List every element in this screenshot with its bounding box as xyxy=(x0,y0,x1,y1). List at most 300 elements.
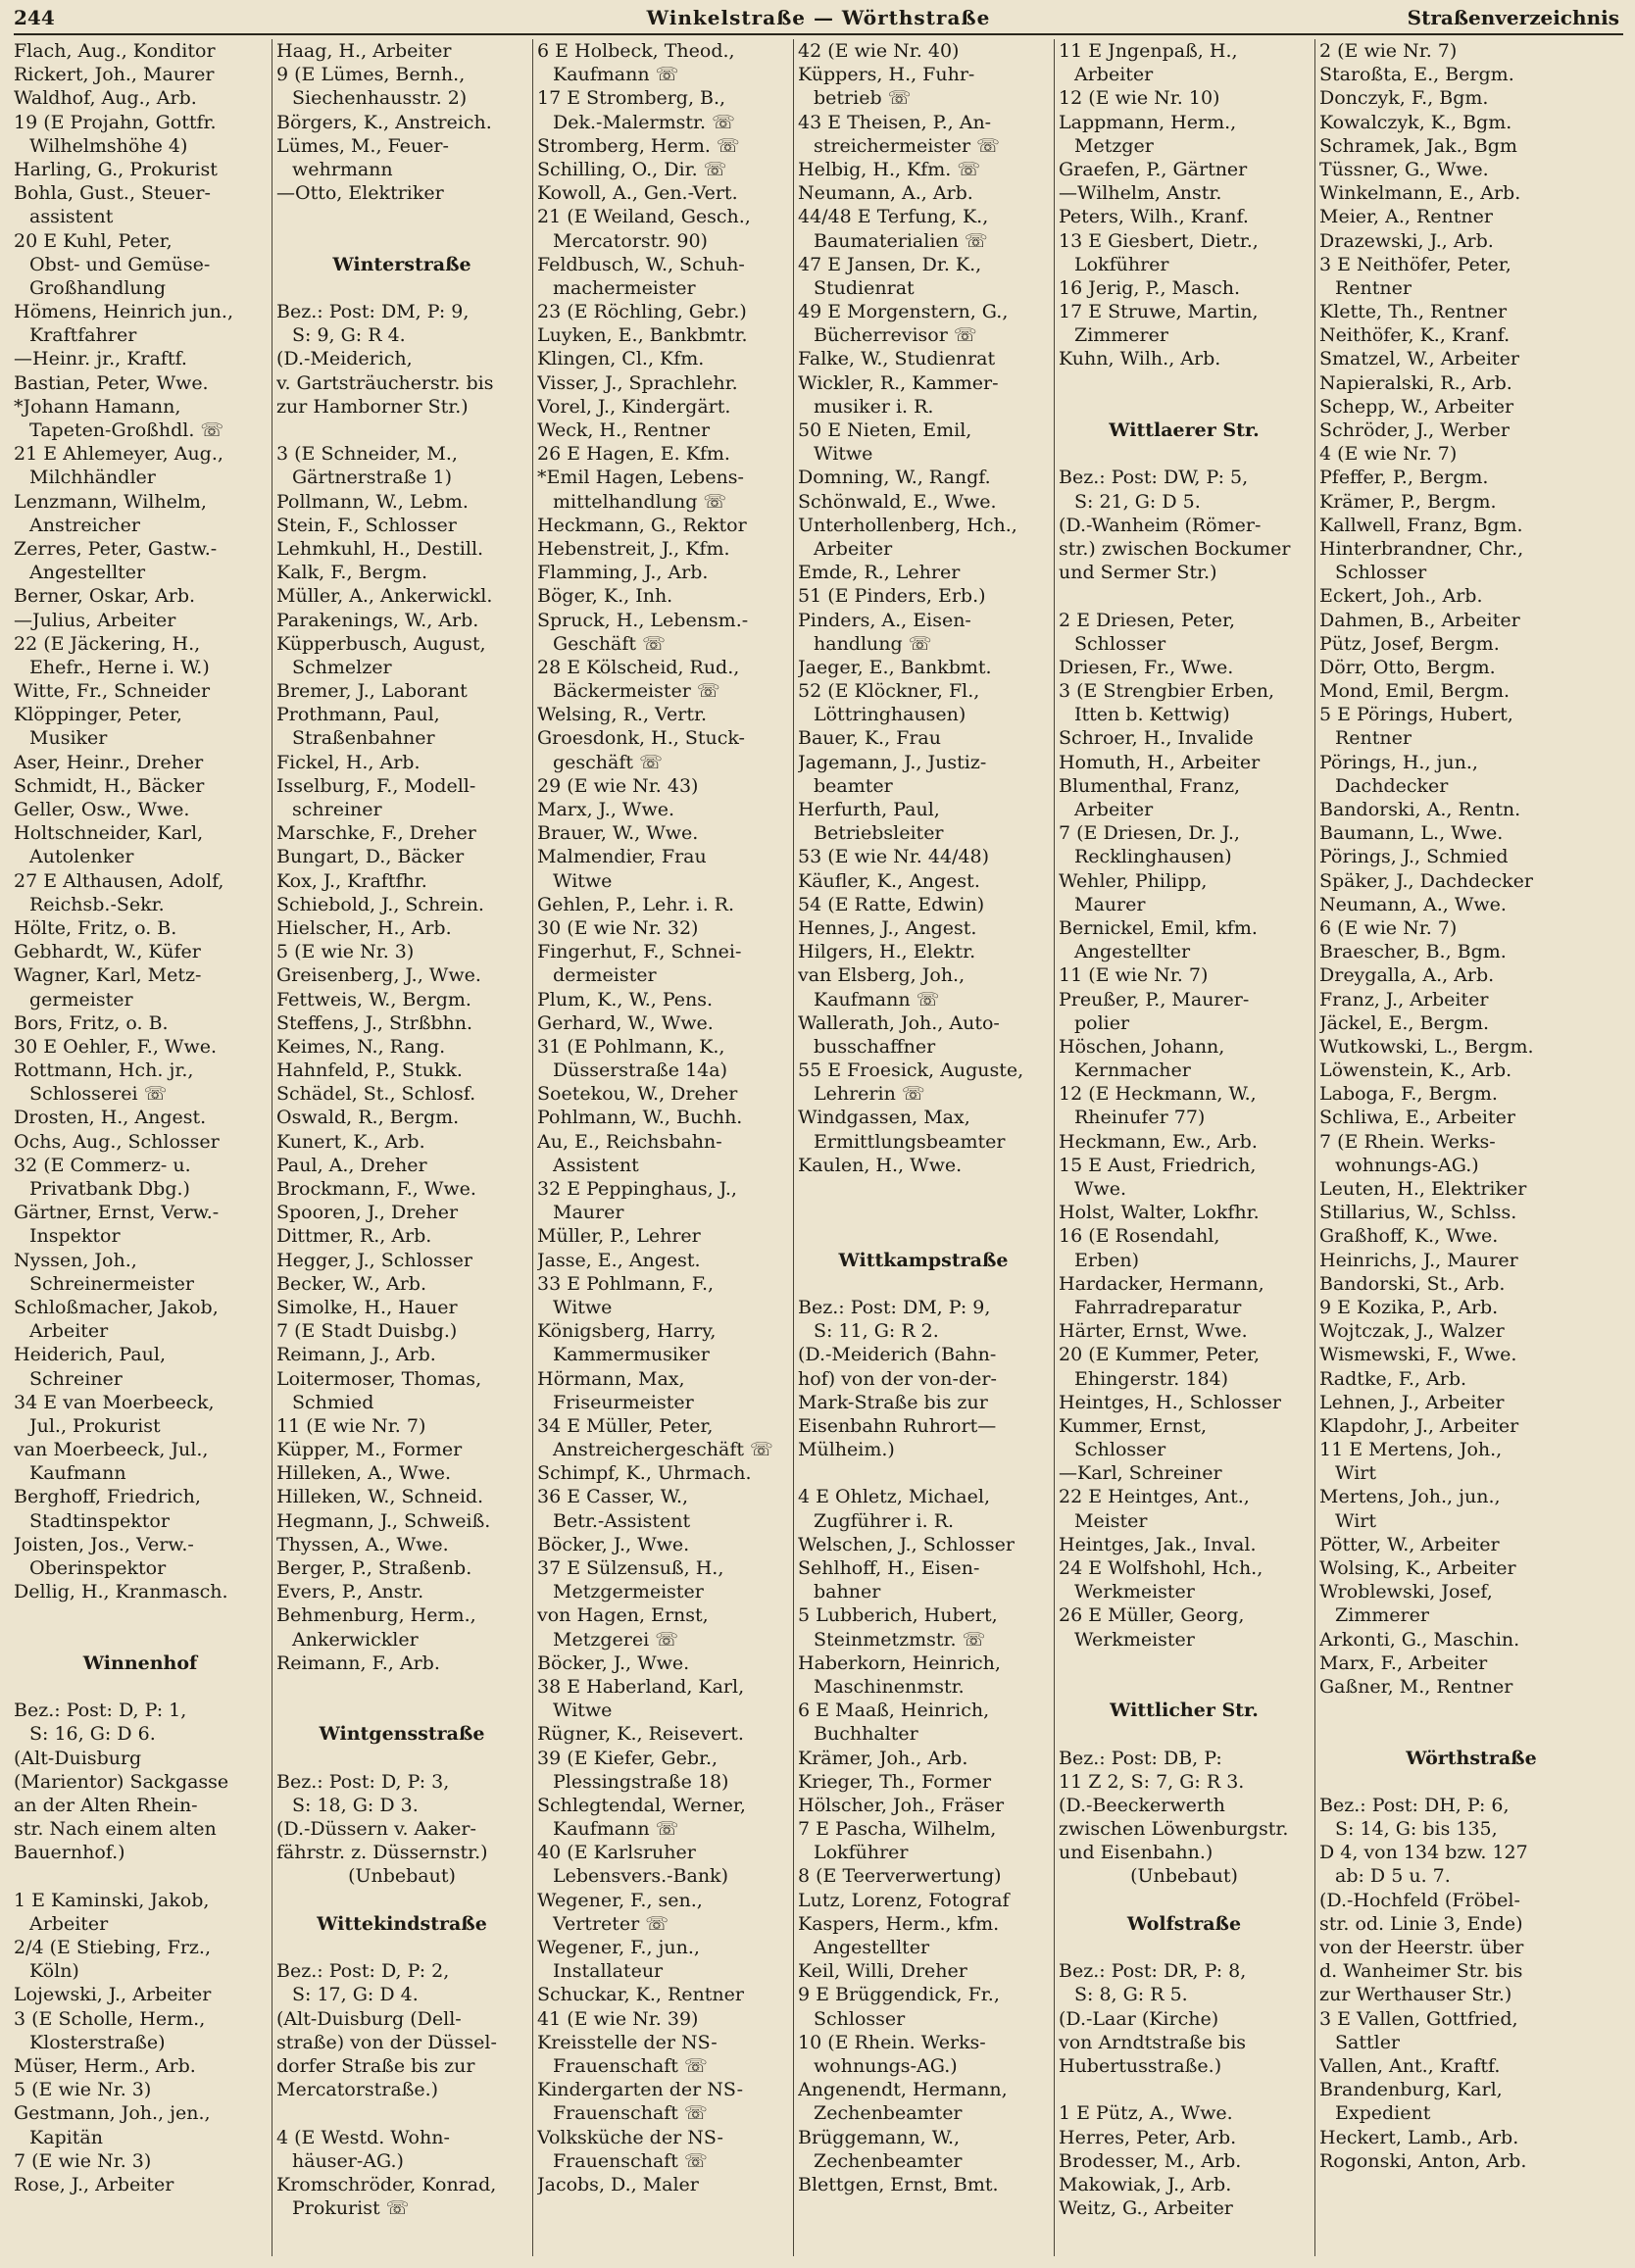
directory-entry-line: Hubertusstraße.) xyxy=(1059,2054,1222,2077)
directory-entry-line: Rentner xyxy=(1335,727,1412,750)
directory-entry-line: Oswald, R., Bergm. xyxy=(276,1107,460,1129)
directory-entry-line: und Sermer Str.) xyxy=(1059,562,1217,584)
directory-entry-line: Hörmann, Max, xyxy=(537,1367,685,1390)
directory-entry-line: betrieb ☏ xyxy=(814,87,912,110)
directory-entry-line: Rickert, Joh., Maurer xyxy=(14,64,215,86)
directory-entry-line: van Moerbeeck, Jul., xyxy=(14,1439,209,1461)
directory-entry-line: Au, E., Reichsbahn- xyxy=(537,1130,722,1153)
directory-entry-line: Bez.: Post: D, P: 1, xyxy=(14,1700,187,1722)
directory-entry-line: 2 E Driesen, Peter, xyxy=(1059,609,1236,631)
column-divider xyxy=(1054,39,1055,2256)
directory-entry-line: Klöppinger, Peter, xyxy=(14,704,182,726)
section-title: Straßenverzeichnis xyxy=(1407,6,1619,29)
directory-entry-line: Kraftfahrer xyxy=(29,324,137,347)
directory-entry-line: 43 E Theisen, P., An- xyxy=(798,111,992,133)
directory-entry-line: Böcker, J., Wwe. xyxy=(537,1533,690,1555)
directory-entry-line: 53 (E wie Nr. 44/48) xyxy=(798,846,990,868)
directory-entry-line: S: 16, G: D 6. xyxy=(29,1723,156,1746)
directory-entry-line: 22 (E Jäckering, H., xyxy=(14,632,201,655)
directory-entry-line: Steffens, J., Strßbhn. xyxy=(276,1011,473,1034)
directory-entry-line: Brüggemann, W., xyxy=(798,2126,961,2148)
directory-entry-line: Angestellter xyxy=(1074,941,1191,963)
directory-entry-line: Börgers, K., Anstreich. xyxy=(276,111,492,133)
directory-entry-line: Flamming, J., Arb. xyxy=(537,562,709,584)
column-divider xyxy=(793,39,794,2256)
directory-entry-line: Schmidt, H., Bäcker xyxy=(14,774,205,797)
directory-entry-line: Kreisstelle der NS- xyxy=(537,2031,718,2053)
directory-entry-line: Hebenstreit, J., Kfm. xyxy=(537,537,730,560)
directory-entry-line: Kaspers, Herm., kfm. xyxy=(798,1912,1000,1935)
directory-entry-line: Zimmerer xyxy=(1335,1604,1429,1627)
directory-entry-line: Arbeiter xyxy=(29,1912,109,1935)
directory-entry-line: —Wilhelm, Anstr. xyxy=(1059,182,1222,205)
directory-entry-line: Hegger, J., Schlosser xyxy=(276,1249,472,1271)
directory-entry-line: (D.-Laar (Kirche) xyxy=(1059,2007,1219,2030)
directory-entry-line: Hennes, J., Angest. xyxy=(798,916,977,939)
directory-entry-line: 9 (E Lümes, Bernh., xyxy=(276,64,466,86)
spacer xyxy=(276,1699,527,1722)
spacer xyxy=(1319,1722,1623,1746)
directory-entry-line: S: 18, G: D 3. xyxy=(292,1794,419,1816)
directory-entry-line: Isselburg, F., Modell- xyxy=(276,774,476,797)
directory-entry-line: Assistent xyxy=(553,1154,639,1176)
directory-entry-line: 27 E Althausen, Adolf, xyxy=(14,869,224,892)
directory-entry-line: (Unbebaut) xyxy=(1130,1865,1238,1888)
directory-entry-line: Bez.: Post: D, P: 2, xyxy=(276,1960,450,1983)
directory-entry-line: Käufler, K., Angest. xyxy=(798,869,980,892)
directory-entry-line: Buchhalter xyxy=(814,1723,918,1746)
directory-entry-line: Hardacker, Hermann, xyxy=(1059,1272,1264,1295)
directory-entry-line: Späker, J., Dachdecker xyxy=(1319,869,1533,892)
directory-entry-line: Betr.-Assistent xyxy=(553,1509,691,1532)
directory-entry-line: 54 (E Ratte, Edwin) xyxy=(798,893,985,915)
directory-entry-line: Frauenschaft ☏ xyxy=(553,2054,708,2077)
directory-entry-line: Loitermoser, Thomas, xyxy=(276,1367,482,1390)
directory-entry-line: Schlosser xyxy=(1074,1439,1166,1461)
directory-entry-line: 51 (E Pinders, Erb.) xyxy=(798,585,986,608)
directory-entry-line: Kowalczyk, K., Bgm. xyxy=(1319,111,1512,133)
directory-entry-line: Pollmann, W., Lebm. xyxy=(276,490,469,513)
directory-entry-line: häuser-AG.) xyxy=(292,2149,404,2172)
directory-entry-line: Schreinermeister xyxy=(29,1272,194,1295)
directory-entry-line: Meier, A., Rentner xyxy=(1319,206,1493,228)
directory-entry-line: Hömens, Heinrich jun., xyxy=(14,301,233,323)
street-heading: Wittlaerer Str. xyxy=(1109,419,1260,441)
directory-entry-line: Pinders, A., Eisen- xyxy=(798,609,971,631)
directory-entry-line: Schroer, H., Invalide xyxy=(1059,727,1254,750)
directory-entry-line: Reimann, F., Arb. xyxy=(276,1652,440,1674)
directory-entry-line: dorfer Straße bis zur xyxy=(276,2054,475,2077)
directory-entry-line: 55 E Froesick, Auguste, xyxy=(798,1060,1024,1082)
directory-entry-line: Metzgerei ☏ xyxy=(553,1628,678,1651)
directory-entry-line: 8 (E Teerverwertung) xyxy=(798,1865,1002,1888)
directory-entry-line: Heintges, H., Schlosser xyxy=(1059,1391,1281,1413)
directory-entry-line: Wegener, F., jun., xyxy=(537,1937,700,1958)
directory-entry-line: Maurer xyxy=(1074,893,1146,915)
directory-entry-line: Makowiak, J., Arb. xyxy=(1059,2173,1232,2195)
directory-entry-line: Spooren, J., Dreher xyxy=(276,1202,459,1224)
directory-entry-line: Höschen, Johann, xyxy=(1059,1035,1225,1058)
directory-entry-line: 4 E Ohletz, Michael, xyxy=(798,1486,990,1508)
directory-entry-line: straße) von der Düssel- xyxy=(276,2031,497,2053)
column-2 xyxy=(276,39,527,2256)
directory-entry-line: Marx, J., Wwe. xyxy=(537,799,674,820)
directory-entry-line: 17 E Struwe, Martin, xyxy=(1059,301,1259,323)
directory-entry-line: 28 E Kölscheid, Rud., xyxy=(537,656,740,678)
directory-entry-line: Fahrradreparatur xyxy=(1074,1296,1242,1318)
directory-entry-line: 3 E Neithöfer, Peter, xyxy=(1319,253,1511,275)
directory-entry-line: Berger, P., Straßenb. xyxy=(276,1557,472,1579)
directory-entry-line: Küppers, H., Fuhr- xyxy=(798,64,975,86)
directory-entry-line: germeister xyxy=(29,988,133,1011)
directory-entry-line: 42 (E wie Nr. 40) xyxy=(798,40,960,62)
directory-entry-line: Blumenthal, Franz, xyxy=(1059,774,1241,797)
directory-entry-line: Rogonski, Anton, Arb. xyxy=(1319,2149,1527,2172)
directory-entry-line: Plum, K., W., Pens. xyxy=(537,988,714,1011)
directory-entry-line: Expedient xyxy=(1335,2102,1431,2125)
street-heading: Wörthstraße xyxy=(1406,1747,1537,1769)
directory-entry-line: S: 9, G: R 4. xyxy=(292,324,406,347)
directory-entry-line: Kindergarten der NS- xyxy=(537,2079,744,2101)
page-header xyxy=(14,4,1623,35)
directory-entry-line: Behmenburg, Herm., xyxy=(276,1604,476,1627)
directory-entry-line: str.) zwischen Bockumer xyxy=(1059,537,1291,560)
directory-entry-line: Staroßta, E., Bergm. xyxy=(1319,64,1514,86)
directory-entry-line: fährstr. z. Düssernstr.) xyxy=(276,1842,488,1864)
directory-entry-line: Visser, J., Sprachlehr. xyxy=(537,371,738,394)
directory-entry-line: Mülheim.) xyxy=(798,1439,895,1461)
directory-entry-line: Wilhelmshöhe 4) xyxy=(29,134,188,157)
directory-entry-line: 7 (E Stadt Duisbg.) xyxy=(276,1320,458,1343)
directory-entry-line: Kaufmann ☏ xyxy=(553,64,679,86)
spacer xyxy=(276,1936,527,1959)
spacer xyxy=(1059,442,1310,466)
directory-entry-line: Wojtczak, J., Walzer xyxy=(1319,1320,1505,1343)
directory-entry-line: Obst- und Gemüse- xyxy=(29,253,211,275)
directory-entry-line: Angestellter xyxy=(814,1937,930,1958)
directory-entry-line: 4 (E Westd. Wohn- xyxy=(276,2126,450,2148)
directory-entry-line: Pörings, H., jun., xyxy=(1319,751,1478,773)
directory-entry-line: Geller, Osw., Wwe. xyxy=(14,799,190,820)
directory-entry-line: Blettgen, Ernst, Bmt. xyxy=(798,2173,999,2195)
directory-entry-line: Spruck, H., Lebensm.- xyxy=(537,609,749,631)
directory-entry-line: Siechenhausstr. 2) xyxy=(292,87,468,110)
directory-entry-line: Witwe xyxy=(553,1296,613,1318)
street-heading: Winnenhof xyxy=(82,1652,198,1674)
directory-entry-line: Herfurth, Paul, xyxy=(798,799,940,820)
directory-entry-line: Berner, Oskar, Arb. xyxy=(14,585,196,608)
directory-entry-line: Rügner, K., Reisevert. xyxy=(537,1723,744,1746)
directory-entry-line: Bäckermeister ☏ xyxy=(553,680,720,703)
directory-entry-line: Pohlmann, W., Buchh. xyxy=(537,1107,743,1129)
directory-entry-line: Müller, P., Lehrer xyxy=(537,1225,701,1248)
directory-entry-line: Lümes, M., Feuer- xyxy=(276,134,449,157)
directory-entry-line: an der Alten Rhein- xyxy=(14,1794,198,1816)
directory-entry-line: 11 (E wie Nr. 7) xyxy=(276,1414,426,1437)
directory-entry-line: (Alt-Duisburg xyxy=(14,1747,142,1769)
directory-entry-line: Mertens, Joh., jun., xyxy=(1319,1486,1501,1508)
directory-entry-line: Zugführer i. R. xyxy=(814,1509,955,1532)
directory-entry-line: —Otto, Elektriker xyxy=(276,182,444,205)
directory-entry-line: Bez.: Post: DM, P: 9, xyxy=(276,301,470,323)
directory-entry-line: Schlosser xyxy=(1335,562,1427,584)
directory-entry-line: Witwe xyxy=(814,443,873,466)
directory-entry-line: Preußer, P., Maurer- xyxy=(1059,988,1250,1011)
directory-entry-line: Hilgers, H., Elektr. xyxy=(798,941,976,963)
directory-entry-line: Simolke, H., Hauer xyxy=(276,1296,458,1318)
directory-entry-line: Frauenschaft ☏ xyxy=(553,2149,708,2172)
directory-entry-line: S: 17, G: D 4. xyxy=(292,1984,419,2006)
directory-entry-line: 9 E Kozika, P., Arb. xyxy=(1319,1296,1499,1318)
directory-entry-line: Luyken, E., Bankbmtr. xyxy=(537,324,748,347)
directory-entry-line: 44/48 E Terfung, K., xyxy=(798,206,989,228)
directory-entry-line: Küpper, M., Former xyxy=(276,1439,463,1461)
directory-entry-line: Arbeiter xyxy=(29,1320,109,1343)
directory-entry-line: Klapdohr, J., Arbeiter xyxy=(1319,1414,1519,1437)
directory-entry-line: Rentner xyxy=(1335,276,1412,299)
directory-entry-line: Heckmann, G., Rektor xyxy=(537,514,747,536)
directory-entry-line: Schreiner xyxy=(29,1367,123,1390)
directory-entry-line: Arbeiter xyxy=(814,537,893,560)
directory-entry-line: Pötter, W., Arbeiter xyxy=(1319,1533,1500,1555)
directory-entry-line: Holst, Walter, Lokfhr. xyxy=(1059,1202,1260,1224)
directory-entry-line: Krieger, Th., Former xyxy=(798,1770,992,1793)
directory-entry-line: S: 8, G: R 5. xyxy=(1074,1984,1188,2006)
directory-entry-line: (D.-Düssern v. Aaker- xyxy=(276,1818,476,1841)
column-divider xyxy=(532,39,533,2256)
directory-entry-line: Kunert, K., Arb. xyxy=(276,1130,425,1153)
directory-entry-line: Krämer, P., Bergm. xyxy=(1319,490,1497,513)
directory-entry-line: Wismewski, F., Wwe. xyxy=(1319,1344,1517,1366)
directory-entry-line: Kernmacher xyxy=(1074,1060,1191,1082)
directory-entry-line: (D.-Wanheim (Römer- xyxy=(1059,514,1262,536)
directory-entry-line: Graefen, P., Gärtner xyxy=(1059,158,1248,180)
directory-entry-line: Weitz, G., Arbeiter xyxy=(1059,2197,1233,2220)
directory-entry-line: Wallerath, Joh., Auto- xyxy=(798,1011,1000,1034)
directory-entry-line: 17 E Stromberg, B., xyxy=(537,87,726,110)
directory-entry-line: Groesdonk, H., Stuck- xyxy=(537,727,745,750)
directory-entry-line: 26 E Müller, Georg, xyxy=(1059,1604,1245,1627)
directory-entry-line: Lehmkuhl, H., Destill. xyxy=(276,537,484,560)
directory-entry-line: Lappmann, Herm., xyxy=(1059,111,1237,133)
directory-entry-line: Unterhollenberg, Hch., xyxy=(798,514,1017,536)
directory-entry-line: Bremer, J., Laborant xyxy=(276,680,468,703)
directory-entry-line: Kromschröder, Konrad, xyxy=(276,2173,497,2195)
directory-entry-line: Dellig, H., Kranmasch. xyxy=(14,1581,228,1603)
directory-entry-line: Anstreicher xyxy=(29,514,140,536)
directory-entry-line: Kummer, Ernst, xyxy=(1059,1414,1207,1437)
directory-entry-line: Ankerwickler xyxy=(292,1628,419,1651)
directory-entry-line: (D.-Hochfeld (Fröbel- xyxy=(1319,1889,1520,1911)
directory-entry-line: 5 E Pörings, Hubert, xyxy=(1319,704,1513,726)
directory-entry-line: Reichsb.-Sekr. xyxy=(29,893,165,915)
directory-entry-line: 24 E Wolfshohl, Hch., xyxy=(1059,1557,1263,1579)
directory-entry-line: (D.-Meiderich (Bahn- xyxy=(798,1344,997,1366)
directory-entry-line: 12 (E wie Nr. 10) xyxy=(1059,87,1220,110)
directory-entry-line: 32 E Peppinghaus, J., xyxy=(537,1178,737,1200)
directory-entry-line: Müller, A., Ankerwickl. xyxy=(276,585,493,608)
directory-entry-line: van Elsberg, Joh., xyxy=(798,964,966,987)
directory-entry-line: Arbeiter xyxy=(1074,799,1154,820)
directory-entry-line: Köln) xyxy=(29,1960,79,1983)
spacer xyxy=(1059,1722,1310,1746)
spacer xyxy=(1059,1936,1310,1959)
directory-entry-line: 6 (E wie Nr. 7) xyxy=(1319,916,1458,939)
directory-entry-line: Kox, J., Kraftfhr. xyxy=(276,869,427,892)
spacer xyxy=(276,276,527,300)
directory-entry-line: handlung ☏ xyxy=(814,632,932,655)
column-1 xyxy=(14,39,267,2256)
directory-entry-line: Berghoff, Friedrich, xyxy=(14,1486,201,1508)
street-heading: Wittkampstraße xyxy=(838,1249,1009,1271)
directory-entry-line: 34 E Müller, Peter, xyxy=(537,1414,714,1437)
directory-entry-line: D 4, von 134 bzw. 127 xyxy=(1319,1842,1528,1864)
spacer xyxy=(276,1889,527,1912)
directory-entry-line: und Eisenbahn.) xyxy=(1059,1842,1214,1864)
spacer xyxy=(1059,1675,1310,1699)
directory-entry-line: Schloßmacher, Jakob, xyxy=(14,1296,219,1318)
directory-entry-line: 3 E Vallen, Gottfried, xyxy=(1319,2007,1518,2030)
directory-entry-line: 5 (E wie Nr. 3) xyxy=(14,2079,152,2101)
directory-entry-line: Dahmen, B., Arbeiter xyxy=(1319,609,1520,631)
directory-entry-line: 3 (E Scholle, Herm., xyxy=(14,2007,206,2030)
directory-entry-line: 38 E Haberland, Karl, xyxy=(537,1675,745,1698)
directory-entry-line: 20 E Kuhl, Peter, xyxy=(14,229,173,252)
directory-entry-line: Thyssen, A., Wwe. xyxy=(276,1533,449,1555)
directory-entry-line: Vallen, Ant., Kraftf. xyxy=(1319,2054,1501,2077)
directory-entry-line: Witwe xyxy=(553,1700,613,1722)
directory-entry-line: Schliwa, E., Arbeiter xyxy=(1319,1107,1515,1129)
directory-entry-line: 6 E Holbeck, Theod., xyxy=(537,40,735,62)
directory-entry-line: 1 E Kaminski, Jakob, xyxy=(14,1889,210,1911)
directory-entry-line: Heckert, Lamb., Arb. xyxy=(1319,2126,1519,2148)
column-3 xyxy=(537,39,788,2256)
directory-entry-line: Zerres, Peter, Gastw.- xyxy=(14,537,218,560)
directory-entry-line: 21 E Ahlemeyer, Aug., xyxy=(14,443,223,466)
directory-entry-line: 11 E Mertens, Joh., xyxy=(1319,1439,1503,1461)
directory-entry-line: Bez.: Post: D, P: 3, xyxy=(276,1770,450,1793)
directory-entry-line: Zechenbeamter xyxy=(814,2102,963,2125)
directory-entry-line: 2/4 (E Stiebing, Frz., xyxy=(14,1937,211,1958)
directory-entry-line: Prothmann, Paul, xyxy=(276,704,440,726)
directory-entry-line: Baumaterialien ☏ xyxy=(814,229,988,252)
directory-entry-line: zur Hamborner Str.) xyxy=(276,395,469,418)
directory-entry-line: Privatbank Dbg.) xyxy=(29,1178,190,1200)
directory-entry-line: Driesen, Fr., Wwe. xyxy=(1059,656,1234,678)
directory-entry-line: 16 (E Rosendahl, xyxy=(1059,1225,1220,1248)
directory-entry-line: Schönwald, E., Wwe. xyxy=(798,490,997,513)
directory-entry-line: Hilleken, A., Wwe. xyxy=(276,1462,452,1485)
directory-entry-line: machermeister xyxy=(553,276,696,299)
directory-entry-line: Baumann, L., Wwe. xyxy=(1319,822,1504,845)
directory-entry-line: Rheinufer 77) xyxy=(1074,1107,1206,1129)
directory-entry-line: Ehingerstr. 184) xyxy=(1074,1367,1229,1390)
directory-entry-line: 12 (E Heckmann, W., xyxy=(1059,1083,1257,1106)
directory-entry-line: 15 E Aust, Friedrich, xyxy=(1059,1154,1257,1176)
directory-entry-line: Drosten, H., Angest. xyxy=(14,1107,207,1129)
directory-entry-line: Schepp, W., Arbeiter xyxy=(1319,395,1514,418)
directory-entry-line: Ermittlungsbeamter xyxy=(814,1130,1006,1153)
directory-entry-line: Düsserstraße 14a) xyxy=(553,1060,727,1082)
directory-entry-line: Hinterbrandner, Chr., xyxy=(1319,537,1524,560)
directory-entry-line: 50 E Nieten, Emil, xyxy=(798,419,972,441)
directory-entry-line: Gebhardt, W., Küfer xyxy=(14,941,201,963)
directory-entry-line: Falke, W., Studienrat xyxy=(798,348,996,370)
directory-entry-line: (Marientor) Sackgasse xyxy=(14,1770,229,1793)
directory-entry-line: Mercatorstr. 90) xyxy=(553,229,708,252)
directory-entry-line: busschaffner xyxy=(814,1035,936,1058)
directory-entry-line: Wroblewski, Josef, xyxy=(1319,1581,1493,1603)
directory-entry-line: Aser, Heinr., Dreher xyxy=(14,751,204,773)
directory-entry-line: 41 (E wie Nr. 39) xyxy=(537,2007,699,2030)
directory-entry-line: von Hagen, Ernst, xyxy=(537,1604,709,1627)
spacer xyxy=(798,1224,1049,1248)
directory-entry-line: Klette, Th., Rentner xyxy=(1319,301,1508,323)
directory-entry-line: Erben) xyxy=(1074,1249,1140,1271)
directory-entry-line: Peters, Wilh., Kranf. xyxy=(1059,206,1249,228)
directory-entry-line: Plessingstraße 18) xyxy=(553,1770,729,1793)
directory-entry-line: Härter, Ernst, Wwe. xyxy=(1059,1320,1248,1343)
directory-entry-line: 26 E Hagen, E. Kfm. xyxy=(537,443,730,466)
directory-entry-line: Jasse, E., Angest. xyxy=(537,1249,701,1271)
directory-entry-line: Maschinenmstr. xyxy=(814,1675,965,1698)
directory-entry-line: Betriebsleiter xyxy=(814,822,944,845)
directory-entry-line: Homuth, H., Arbeiter xyxy=(1059,751,1261,773)
directory-entry-line: Schilling, O., Dir. ☏ xyxy=(537,158,727,180)
directory-entry-line: Steinmetzmstr. ☏ xyxy=(814,1628,986,1651)
directory-entry-line: Stadtinspektor xyxy=(29,1509,170,1532)
spacer xyxy=(276,2101,527,2125)
spacer xyxy=(276,229,527,253)
directory-entry-line: Drazewski, J., Arb. xyxy=(1319,229,1494,252)
directory-entry-line: Soetekou, W., Dreher xyxy=(537,1083,738,1106)
street-heading: Wintgensstraße xyxy=(319,1723,485,1746)
directory-entry-line: Greisenberg, J., Wwe. xyxy=(276,964,481,987)
spacer xyxy=(1319,1770,1623,1794)
directory-entry-line: —Karl, Schreiner xyxy=(1059,1462,1222,1485)
directory-entry-line: Schädel, St., Schlosf. xyxy=(276,1083,476,1106)
directory-entry-line: 7 (E Driesen, Dr. J., xyxy=(1059,822,1240,845)
directory-entry-line: Autolenker xyxy=(29,846,134,868)
directory-entry-line: Mond, Emil, Bergm. xyxy=(1319,680,1510,703)
directory-entry-line: Kuhn, Wilh., Arb. xyxy=(1059,348,1221,370)
directory-entry-line: Flach, Aug., Konditor xyxy=(14,40,216,62)
directory-entry-line: Küpperbusch, August, xyxy=(276,632,486,655)
directory-entry-line: Recklinghausen) xyxy=(1074,846,1232,868)
directory-entry-line: Volksküche der NS- xyxy=(537,2126,723,2148)
directory-entry-line: wehrmann xyxy=(292,158,393,180)
directory-entry-line: Haberkorn, Heinrich, xyxy=(798,1652,1001,1674)
directory-entry-line: Klosterstraße) xyxy=(29,2031,166,2053)
directory-entry-line: Hahnfeld, P., Stukk. xyxy=(276,1060,463,1082)
street-heading: Wittlicher Str. xyxy=(1110,1700,1259,1722)
directory-entry-line: Winkelmann, E., Arb. xyxy=(1319,182,1521,205)
directory-entry-line: Stein, F., Schlosser xyxy=(276,514,457,536)
directory-entry-line: Smatzel, W., Arbeiter xyxy=(1319,348,1519,370)
directory-entry-line: Vertreter ☏ xyxy=(553,1912,669,1935)
spacer xyxy=(14,1603,267,1627)
directory-entry-line: Metzger xyxy=(1074,134,1154,157)
directory-entry-line: Frauenschaft ☏ xyxy=(553,2102,708,2125)
directory-entry-line: 7 E Pascha, Wilhelm, xyxy=(798,1818,997,1841)
directory-entry-line: Paul, A., Dreher xyxy=(276,1154,427,1176)
directory-entry-line: bahner xyxy=(814,1581,881,1603)
directory-entry-line: Gärtner, Ernst, Verw.- xyxy=(14,1202,220,1224)
directory-entry-line: Jagemann, J., Justiz- xyxy=(798,751,987,773)
directory-entry-line: Keil, Willi, Dreher xyxy=(798,1960,967,1983)
directory-entry-line: von der Heerstr. über xyxy=(1319,1937,1524,1958)
directory-entry-line: Bandorski, St., Arb. xyxy=(1319,1272,1506,1295)
